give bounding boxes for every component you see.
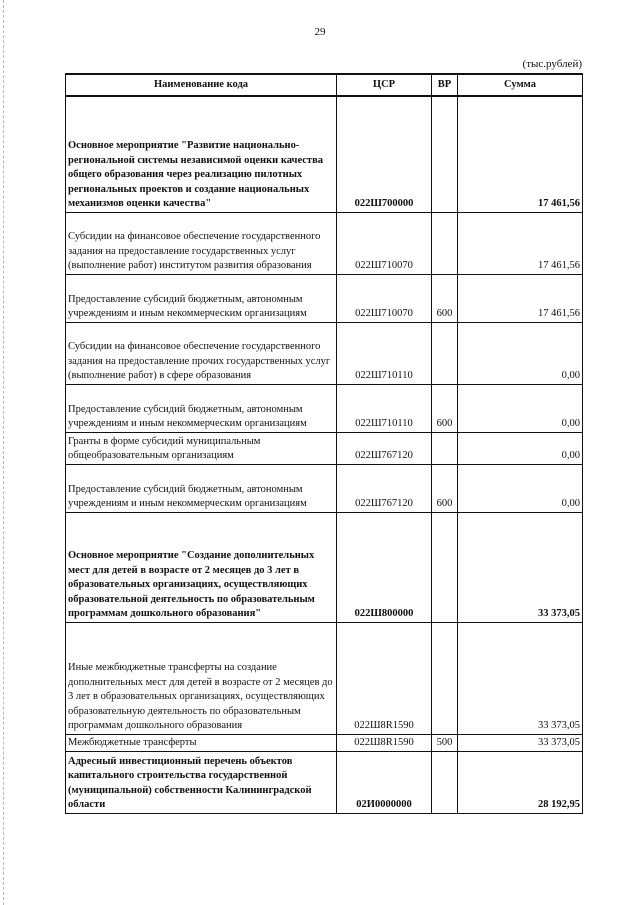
table-row — [66, 212, 583, 274]
table-row — [66, 734, 583, 751]
table-row — [66, 96, 583, 212]
cell-csr: 022Ш710110 — [337, 384, 432, 432]
cell-sum: 0,00 — [458, 322, 583, 384]
cell-sum: 0,00 — [458, 384, 583, 432]
cell-csr: 022Ш710110 — [337, 322, 432, 384]
cell-name: Межбюджетные трансферты — [66, 734, 337, 751]
table-row — [66, 622, 583, 734]
cell-csr: 022Ш700000 — [337, 96, 432, 212]
table-row — [66, 512, 583, 622]
cell-csr: 022Ш767120 — [337, 432, 432, 464]
table-header-row — [66, 74, 583, 96]
cell-csr: 022Ш710070 — [337, 212, 432, 274]
table-row — [66, 274, 583, 322]
cell-csr: 022Ш8R1590 — [337, 734, 432, 751]
cell-name: Предоставление субсидий бюджетным, автономным учреждениям и иным некоммерческим организациям — [66, 384, 337, 432]
cell-name: Субсидии на финансовое обеспечение государственного задания на предоставление государственных услуг (выполнение работ) институтом развития образования — [66, 212, 337, 274]
cell-csr: 022Ш800000 — [337, 512, 432, 622]
cell-sum: 17 461,56 — [458, 212, 583, 274]
cell-name: Гранты в форме субсидий муниципальным общеобразовательным организациям — [66, 432, 337, 464]
cell-vr: 600 — [432, 384, 458, 432]
cell-sum: 33 373,05 — [458, 512, 583, 622]
header-name: Наименование кода — [66, 74, 337, 96]
cell-sum: 28 192,95 — [458, 751, 583, 813]
cell-vr — [432, 512, 458, 622]
cell-name: Адресный инвестиционный перечень объектов капитального строительства государственной (муниципальной) собственности Калининградской области — [66, 751, 337, 813]
cell-name: Предоставление субсидий бюджетным, автономным учреждениям и иным некоммерческим организациям — [66, 464, 337, 512]
cell-sum: 17 461,56 — [458, 96, 583, 212]
cell-vr — [432, 322, 458, 384]
cell-csr: 022Ш8R1590 — [337, 622, 432, 734]
units-label: (тыс.рублей) — [522, 58, 582, 70]
cell-name: Субсидии на финансовое обеспечение государственного задания на предоставление прочих государственных услуг (выполнение работ) в сфере образования — [66, 322, 337, 384]
cell-vr — [432, 432, 458, 464]
cell-vr: 600 — [432, 464, 458, 512]
cell-vr — [432, 622, 458, 734]
cell-csr: 02И0000000 — [337, 751, 432, 813]
cell-sum: 17 461,56 — [458, 274, 583, 322]
cell-vr: 500 — [432, 734, 458, 751]
cell-vr — [432, 96, 458, 212]
cell-csr: 022Ш710070 — [337, 274, 432, 322]
table-row — [66, 432, 583, 464]
scan-edge-marks — [3, 0, 6, 905]
cell-csr: 022Ш767120 — [337, 464, 432, 512]
budget-table — [65, 73, 583, 814]
cell-name: Основное мероприятие "Развитие национально-региональной системы независимой оценки качества общего образования через реализацию пилотных региональных проектов и создание национальных механизмов оценки качества" — [66, 96, 337, 212]
cell-vr — [432, 212, 458, 274]
table-row — [66, 384, 583, 432]
table-row — [66, 751, 583, 813]
table-row — [66, 464, 583, 512]
cell-name: Иные межбюджетные трансферты на создание дополнительных мест для детей в возрасте от 2 месяцев до 3 лет в образовательных организациях, осуществляющих образовательную деятельность по образовательным программам дошкольного образования — [66, 622, 337, 734]
page-number: 29 — [314, 26, 326, 38]
cell-vr — [432, 751, 458, 813]
cell-sum: 33 373,05 — [458, 622, 583, 734]
cell-name: Предоставление субсидий бюджетным, автономным учреждениям и иным некоммерческим организациям — [66, 274, 337, 322]
cell-sum: 0,00 — [458, 432, 583, 464]
header-sum: Сумма — [458, 74, 583, 96]
cell-name: Основное мероприятие "Создание дополнительных мест для детей в возрасте от 2 месяцев до 3 лет в образовательных организациях, осуществляющих образовательной деятельность по образовательным программам дошкольного образования" — [66, 512, 337, 622]
table-row — [66, 322, 583, 384]
header-vr: ВР — [432, 74, 458, 96]
header-csr: ЦСР — [337, 74, 432, 96]
cell-vr: 600 — [432, 274, 458, 322]
cell-sum: 0,00 — [458, 464, 583, 512]
cell-sum: 33 373,05 — [458, 734, 583, 751]
